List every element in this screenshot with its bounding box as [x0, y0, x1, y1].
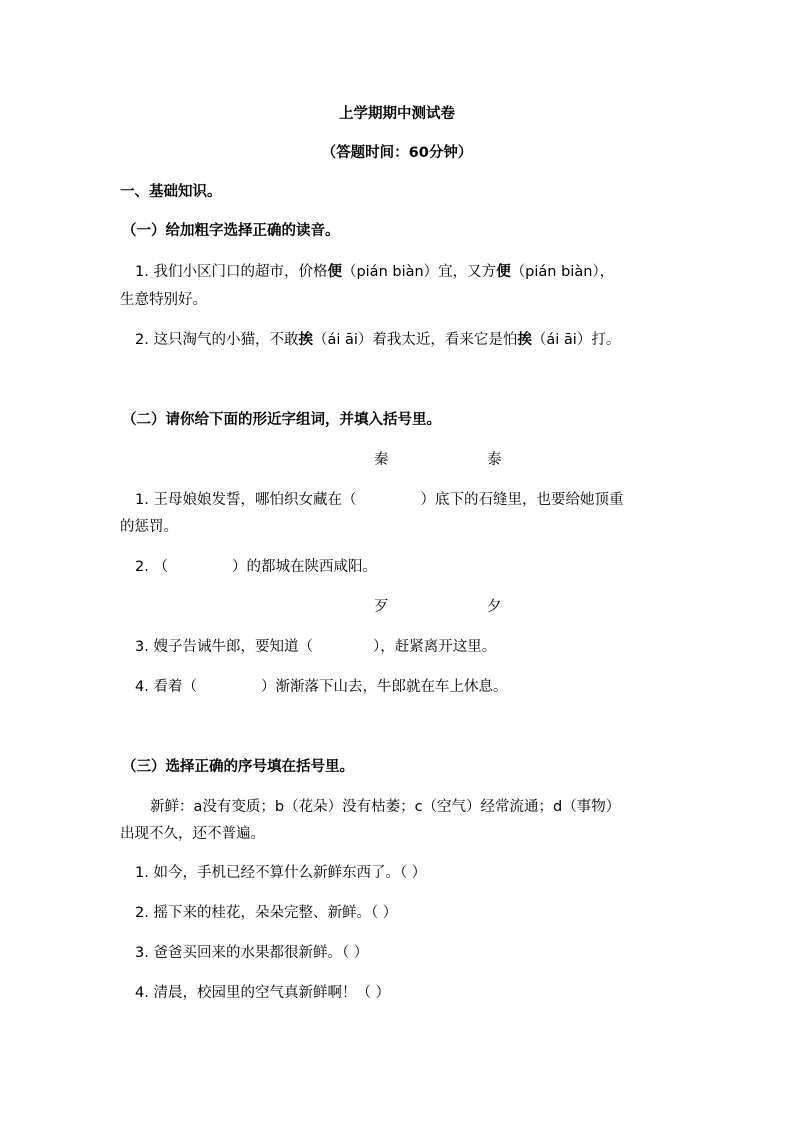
part2-question-1 — [135, 490, 623, 510]
char-pair-2-a: 歹 — [374, 599, 389, 615]
definition-line-1: 新鲜：a没有变质；b（花朵）没有枯萎；c（空气）经常流通；d（事物） — [150, 799, 621, 815]
part3-question-4: 4. 清晨，校园里的空气真新鲜啊！（ ） — [135, 985, 391, 1001]
q1-text-b: （pián biàn）宜，又方 — [341, 264, 497, 280]
section-heading: 一、基础知识。 — [120, 184, 222, 200]
part1-question-2 — [135, 330, 620, 350]
page-title: 上学期期中测试卷 — [339, 106, 455, 122]
part3-question-2: 2. 摇下来的桂花，朵朵完整、新鲜。（ ） — [135, 905, 398, 921]
p2q4-text-b: ）渐渐落下山去，牛郎就在车上休息。 — [260, 679, 508, 695]
page-subtitle: （答题时间：60分钟） — [321, 145, 473, 161]
p2q3-text-b: ），赶紧离开这里。 — [372, 639, 497, 655]
q2-bold-char-2: 挨 — [517, 332, 532, 348]
p2q1-text-b: ）底下的石缝里，也要给她顶重 — [420, 492, 624, 508]
part1-question-1-cont: 生意特别好。 — [120, 292, 207, 308]
q2-text-b: （ái āi）着我太近，看来它是怕 — [312, 332, 518, 348]
char-pair-1-a: 秦 — [374, 452, 389, 468]
p2q2-text-a: 2. （ — [135, 559, 168, 575]
q2-text-a: 2. 这只淘气的小猫，不敢 — [135, 332, 299, 348]
part2-heading: （二）请你给下面的形近字组词，并填入括号里。 — [122, 412, 441, 428]
part2-question-1-cont: 的惩罚。 — [120, 519, 178, 535]
char-pair-1-b: 泰 — [487, 452, 502, 468]
p2q1-text-a: 1. 王母娘娘发誓，哪怕织女藏在（ — [135, 492, 357, 508]
p2q4-text-a: 4. 看着（ — [135, 679, 197, 695]
p2q2-text-b: ）的都城在陕西咸阳。 — [231, 559, 377, 575]
q1-bold-char-1: 便 — [327, 264, 342, 280]
part1-question-1 — [135, 262, 614, 282]
part2-question-2 — [135, 557, 377, 577]
part2-question-3 — [135, 637, 496, 657]
part1-heading: （一）给加粗字选择正确的读音。 — [122, 223, 340, 239]
q1-text-c: （pián biàn）， — [510, 264, 615, 280]
char-pair-2-b: 夕 — [487, 599, 502, 615]
q1-bold-char-2: 便 — [496, 264, 511, 280]
q2-text-c: （ái āi）打。 — [531, 332, 621, 348]
q1-text-a: 1. 我们小区门口的超市，价格 — [135, 264, 328, 280]
part3-question-1: 1. 如今，手机已经不算什么新鲜东西了。（ ） — [135, 865, 427, 881]
q2-bold-char-1: 挨 — [298, 332, 313, 348]
part3-question-3: 3. 爸爸买回来的水果都很新鲜。（ ） — [135, 945, 369, 961]
definition-line-2: 出现不久，还不普遍。 — [120, 826, 265, 842]
part3-heading: （三）选择正确的序号填在括号里。 — [122, 759, 354, 775]
p2q3-text-a: 3. 嫂子告诫牛郎，要知道（ — [135, 639, 313, 655]
part2-question-4 — [135, 677, 507, 697]
